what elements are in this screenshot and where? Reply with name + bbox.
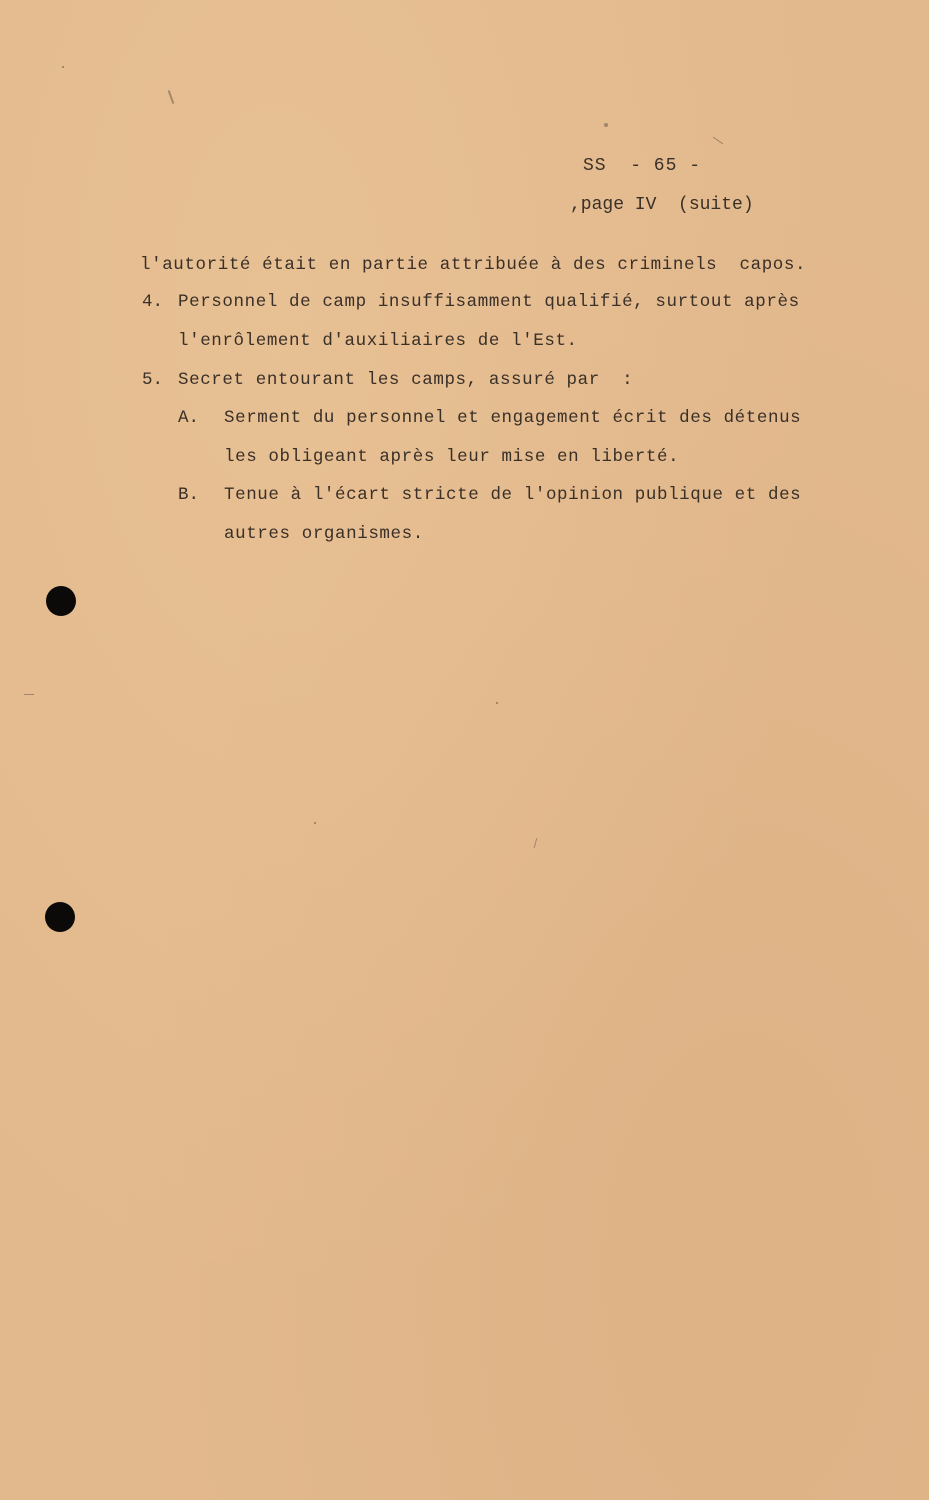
item-5a-line-2: les obligeant après leur mise en liberté.	[224, 447, 680, 467]
paper-mark	[713, 137, 723, 145]
item-5b-letter: B.	[178, 485, 200, 505]
paper-mark	[496, 702, 498, 704]
item-5a-letter: A.	[178, 408, 200, 428]
item-5-intro: Secret entourant les camps, assuré par :	[178, 370, 634, 390]
item-4-line-1: Personnel de camp insuffisamment qualifié, surtout après	[178, 292, 800, 312]
continuation-line: l'autorité était en partie attribuée à des criminels capos.	[140, 255, 807, 275]
paper-mark	[24, 694, 34, 695]
item-5-number: 5.	[142, 370, 164, 390]
page-label: ,page IV (suite)	[570, 195, 754, 215]
punch-hole-bottom	[45, 902, 75, 932]
paper-mark	[168, 90, 175, 104]
item-4-number: 4.	[142, 292, 164, 312]
punch-hole-top	[46, 586, 76, 616]
paper-mark	[314, 822, 316, 824]
paper-mark	[534, 838, 538, 848]
item-4-line-2: l'enrôlement d'auxiliaires de l'Est.	[178, 331, 578, 351]
item-5b-line-1: Tenue à l'écart stricte de l'opinion publique et des	[224, 485, 802, 505]
paper-mark	[62, 66, 64, 68]
document-reference: SS - 65 -	[583, 156, 702, 176]
item-5a-line-1: Serment du personnel et engagement écrit des détenus	[224, 408, 802, 428]
item-5b-line-2: autres organismes.	[224, 524, 424, 544]
paper-mark	[604, 123, 608, 127]
